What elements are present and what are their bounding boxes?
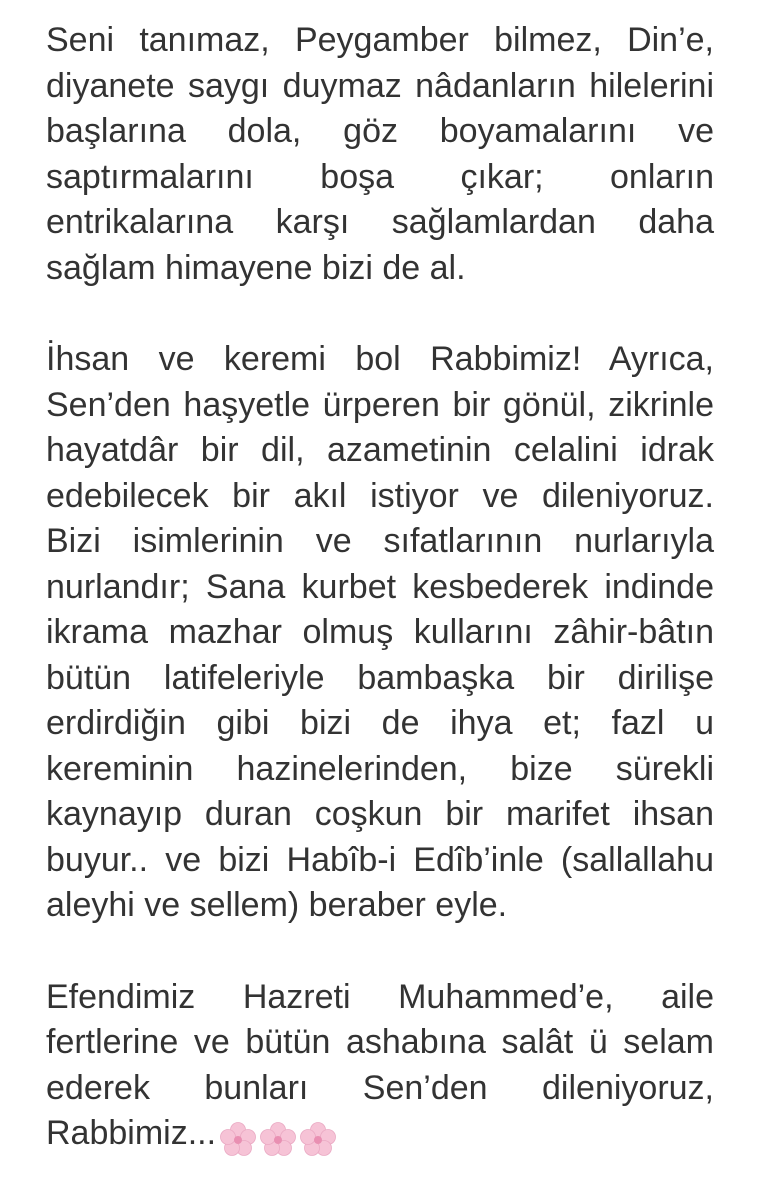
text-line: diyanete saygı duymaz nâdanların hilelerini: [46, 66, 714, 105]
cherry-blossom-icon: [218, 1121, 258, 1157]
text-line: ederek bunları Sen’den dileniyoruz,: [46, 1068, 714, 1107]
text-line: Sen’den haşyetle ürperen bir gönül, zikrinle: [46, 385, 714, 424]
text-line: başlarına dola, göz boyamalarını ve: [46, 112, 714, 150]
text-line: aleyhi ve sellem) beraber eyle.: [46, 886, 508, 924]
text-line: fertlerine ve bütün ashabına salât ü selam: [46, 1023, 714, 1061]
text-line: nurlandır; Sana kurbet kesbederek indinde: [46, 567, 714, 606]
text-line: sağlam himayene bizi de al.: [46, 248, 466, 287]
closing-line: [46, 1111, 714, 1157]
cherry-blossom-icon: [258, 1121, 298, 1157]
text-line: entrikalarına karşı sağlamlardan daha: [46, 203, 714, 241]
text-line: kaynayıp duran coşkun bir marifet ihsan: [46, 795, 714, 833]
cherry-blossom-group: [218, 1115, 338, 1161]
closing-text: Rabbimiz...: [46, 1114, 217, 1152]
paragraph-1: [46, 18, 714, 291]
text-line: saptırmalarını boşa çıkar; onların: [46, 157, 714, 196]
text-line: Efendimiz Hazreti Muhammed’e, aile: [46, 977, 714, 1016]
text-line: hayatdâr bir dil, azametinin celalini idrak: [46, 431, 714, 469]
text-line: bütün latifeleriyle bambaşka bir dirilişe: [46, 658, 714, 697]
paragraph-2: [46, 337, 714, 929]
text-line: erdirdiğin gibi bizi de ihya et; fazl u: [46, 704, 714, 742]
text-line: edebilecek bir akıl istiyor ve dileniyoruz.: [46, 476, 714, 515]
text-line: ikrama mazhar olmuş kullarını zâhir-bâtın: [46, 613, 714, 651]
paragraph-3: [46, 975, 714, 1157]
cherry-blossom-icon: [298, 1121, 338, 1157]
text-line: kereminin hazinelerinden, bize sürekli: [46, 749, 714, 788]
text-line: Bizi isimlerinin ve sıfatlarının nurlarıyla: [46, 522, 714, 560]
text-line: buyur.. ve bizi Habîb-i Edîb’inle (sallallahu: [46, 840, 714, 879]
text-line: Seni tanımaz, Peygamber bilmez, Din’e,: [46, 21, 714, 59]
text-line: İhsan ve keremi bol Rabbimiz! Ayrıca,: [46, 340, 714, 378]
document-body: [46, 18, 714, 1203]
